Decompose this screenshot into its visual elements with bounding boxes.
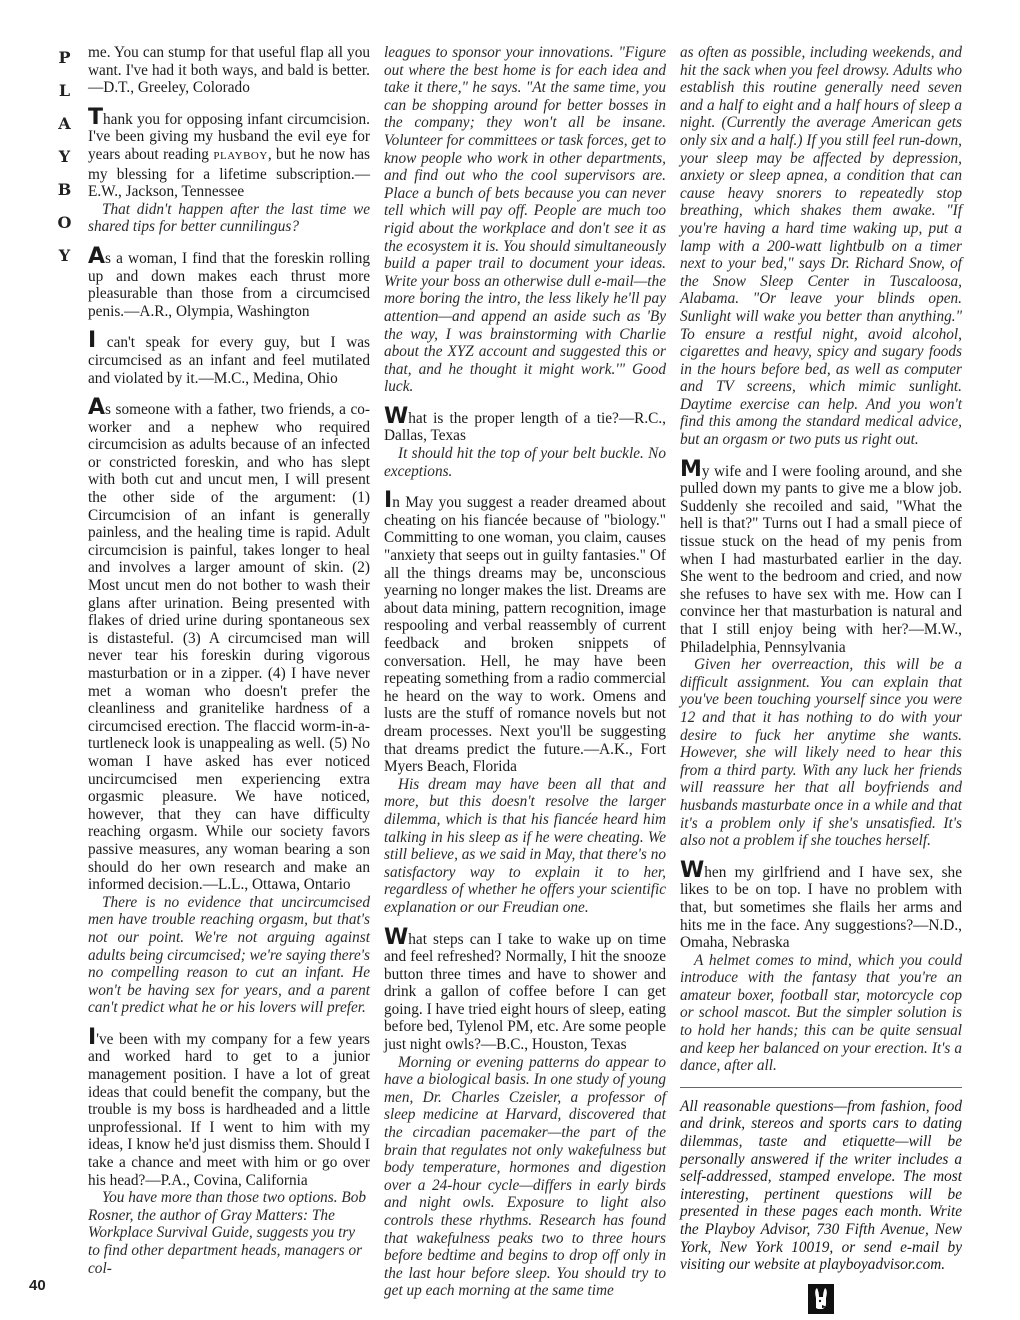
letter-text: y wife and I were fooling around, and she pulled down my pants to give me a blow job. Suddenly she recoiled and said, "What the hell is that?" Turns out I had a small piece of tissue stuck on the head of my penis from when I had masturbated earlier in the day. She went to the bedroom and cried, and now she refuses to have sex with me. How can I convince her that masturbation is natural and that I still enjoy being with her?—M.W., Philadelphia, Pennsylvania [680, 462, 962, 656]
answer: A helmet comes to mind, which you could introduce with the fantasy that you're an amateur boxer, football star, motorcycle cop or school mascot. But the simpler solution is to hold her hands; this can be quite sensual and keep her balanced on your erection. It's a dance, after all. [680, 951, 962, 1075]
drop-initial: A [88, 243, 106, 269]
drop-initial: A [88, 395, 106, 421]
drop-initial: I [384, 488, 393, 514]
answer: You have more than those two options. Bob Rosner, the author of Gray Matters: The Workplace Survival Guide, suggests you try to find other department heads, managers or col- [88, 1189, 367, 1277]
drop-initial: W [384, 403, 409, 429]
drop-initial: I [88, 1024, 97, 1050]
answer: Given her overreaction, this will be a difficult assignment. You can explain that you've been touching yourself since you were 12 and that it has nothing to do with your desire to fuck her anytime she wants. However, she will likely need to hear this from a third party. With any luck her friends will reassure her that all boyfriends and husbands masturbate once in a while and that it's a problem only if she's unsatisfied. It's also not a problem if she touches herself. [680, 656, 962, 850]
letter [88, 395, 370, 894]
answer: Morning or evening patterns do appear to have a biological basis. In one study of young men, Dr. Charles Czeisler, a professor of sleep medicine at Harvard, discovered that the circadian pacemaker—the part of the brain that regulates not only wakefulness but body temperature, hormones and digestion over a 24-hour cycle—differs in early birds and night owls. Exposure to light also controls these rhythms. Research has found that wakefulness peaks two to three hours before bedtime and begins to drop off only in the last hour before sleep. You should try to get up each morning at the same time [384, 1053, 666, 1300]
letter-continuation: me. You can stump for that useful flap all you want. I've had it both ways, and bald is better.—D.T., Greeley, Colorado [88, 44, 370, 97]
letter-text: hen my girlfriend and I have sex, she likes to be on top. I have no problem with that, but sometimes she flails her arms and hits me in the face. Any suggestions?—N.D., Omaha, Nebraska [680, 863, 962, 952]
drop-initial: M [680, 456, 702, 482]
letter-text: 've been with my company for a few years and worked hard to get to a junior management position. I have a lot of great ideas that could benefit the company, but the trouble is my boss is hardheaded and a little unprofessional. If I went to him with my ideas, I know he'd just dismiss them. Should I take a chance and meet with him or go over his head?—P.A., Covina, California [88, 1030, 370, 1189]
drop-initial: W [680, 857, 705, 883]
drop-initial: I [88, 328, 97, 354]
letter-text: hat is the proper length of a tie?—R.C., Dallas, Texas [384, 409, 666, 445]
answer: That didn't happen after the last time we shared tips for better cunnilingus? [88, 200, 370, 236]
letter-text: s a woman, I find that the foreskin rolling up and down makes each thrust more pleasurable than those from a circumcised penis.—A.R., Olympia, Washington [88, 249, 370, 320]
letter [680, 857, 962, 952]
letter-text: can't speak for every guy, but I was circumcised as an infant and feel mutilated and violated by it.—M.C., Medina, Ohio [88, 334, 370, 387]
letter-text: hat steps can I take to wake up on time and feel refreshed? Normally, I hit the snooze button three times and have to shower and drink a gallon of coffee before I can get going. I have tried eight hours of sleep, eating before bed, Tylenol PM, etc. Are some people just night owls?—B.C., Houston, Texas [384, 930, 666, 1054]
answer: There is no evidence that uncircumcised men have trouble reaching orgasm, but that's not our point. We're not arguing against adults being circumcised; we're saying there's no compelling reason to cut an infant. He won't be having sex for years, and a parent can't predict what he or his lovers will prefer. [88, 893, 370, 1017]
letter [88, 104, 370, 201]
rabbit-head-logo-icon [808, 1284, 834, 1314]
letter [88, 328, 370, 387]
letter-text-end: , but he now has my blessing for a lifetime subscription.—E.W., Jackson, Tennessee [88, 145, 370, 201]
column-1 [88, 44, 370, 1277]
letter [88, 1024, 370, 1189]
section-divider [680, 1087, 962, 1088]
answer: His dream may have been all that and more, but this doesn't resolve the larger dilemma, which is that his fiancée heard him talking in his sleep as if he were cheating. We still believe, as we said in May, that there's no satisfactory way to explain it to her, regardless of whether he offers your scientific explanation or our Freudian one. [384, 775, 666, 916]
letter-text: n May you suggest a reader dreamed about cheating on his fiancée because of "biology." Committing to one woman, you claim, causes "anxiety that seeps out in guilty fantasies." Of all the things dreams may be, unconscious yearning no longer makes the list. Dreams are about data mining, pattern recognition, image respooling and verbal reassembly of current feedback and broken snippets of conversation. Hell, he may have been repeating something from a radio commercial he heard on the way to work. Omens and lusts are the stuff of romance novels but not dream processes. Next you'll be suggesting that dreams predict the future.—A.K., Fort Myers Beach, Florida [384, 494, 666, 776]
column-3 [680, 44, 962, 1314]
magazine-name: PLAYBOY [213, 149, 268, 162]
letter [384, 403, 666, 445]
drop-initial: T [88, 104, 104, 130]
letter-text: s someone with a father, two friends, a co-worker and a nephew who required circumcision as adults because of an infected or constricted foreskin, and who has slept with both cut and uncut men, I will present the other side of the argument: (1) Circumcision of an infant is generally painless, and the healing time is rapid. Adult circumcision is painful, takes longer to heal and involves a larger amount of skin. (2) Most uncut men do not bother to wash their glans after urination. Being presented with flakes of dried urine during spontaneous sex is distasteful. (3) A circumcised man will never tear his foreskin during vigorous masturbation or in a zipper. (4) I have never met a woman who doesn't prefer the cleanliness and granitelike hardness of a circumcised erection. The flaccid worm-in-a-turtleneck look is unappealing as well. (5) No woman I have asked has ever noticed uncircumcised men experiencing extra orgasmic pleasure. We have noticed, however, that they can have difficulty reaching orgasm. While our society favors passive measures, any woman bearing a son should do her own research and make an informed decision.—L.L., Ottawa, Ontario [88, 401, 370, 894]
letter [384, 924, 666, 1054]
page-number: 40 [29, 1277, 46, 1294]
letter-text: hank you for opposing infant circumcision. I've been giving my husband the evil eye for years about reading [88, 110, 370, 163]
answer-continuation: leagues to sponsor your innovations. "Figure out where the best home is for each idea and take it there," he says. "At the same time, you can be shopping around for better bosses in the company; they won't all be insane. Volunteer for committees or task forces, get to know people who work in other departments, and find out who the cool supervisors are. Place a bunch of bets because you can never tell which will pay off. People are much too rigid about the workplace and don't see it as the ecosystem it is. You should simultaneously build a paper trail to document your ideas. Write your boss an otherwise dull e-mail—the more boring the intro, the less likely he'll pay attention—and append an aside such as 'By the way, I was brainstorming with Charlie about the XYZ account and suggested this or that, and he thought it might work.'" Good luck. [384, 44, 666, 396]
letter [680, 456, 962, 657]
letter [384, 488, 666, 776]
answer-continuation: as often as possible, including weekends, and hit the sack when you feel drowsy. Adults who establish this routine generally need seven and a half to eight and a half hours of sleep a night. (Currently the average American gets only six and a half.) If you still feel run-down, your sleep may be affected by depression, anxiety or sleep apnea, a condition that can cause heavy snorers to repeatedly stop breathing, which shakes them awake. "If you're having a hard time waking up, put a lamp with a 200-watt lightbulb on a timer next to your bed," says Dr. Richard Snow, of the Snow Sleep Center in Tuscaloosa, Alabama. "Or leave your blinds open. Sunlight will wake you better than anything." To ensure a restful night, avoid alcohol, cigarettes and heavy, spicy and sugary foods in the hours before bed, as well as computer and TV screens, which mimic sunlight. Daytime exercise can help. And you won't find this among the standard medical advice, but an orgasm or two puts us right out. [680, 44, 962, 449]
drop-initial: W [384, 924, 409, 950]
letter [88, 243, 370, 320]
column-2 [384, 44, 666, 1300]
running-head: PLAYBOY [55, 48, 74, 279]
answer: It should hit the top of your belt buckle. No exceptions. [384, 445, 666, 480]
submission-note: All reasonable questions—from fashion, food and drink, stereos and sports cars to dating dilemmas, taste and etiquette—will be personally answered if the writer includes a self-addressed, stamped envelope. The most interesting, pertinent questions will be presented in these pages each month. Write the Playboy Advisor, 730 Fifth Avenue, New York, New York 10019, or send e-mail by visiting our website at playboyadvisor.com. [680, 1097, 962, 1274]
